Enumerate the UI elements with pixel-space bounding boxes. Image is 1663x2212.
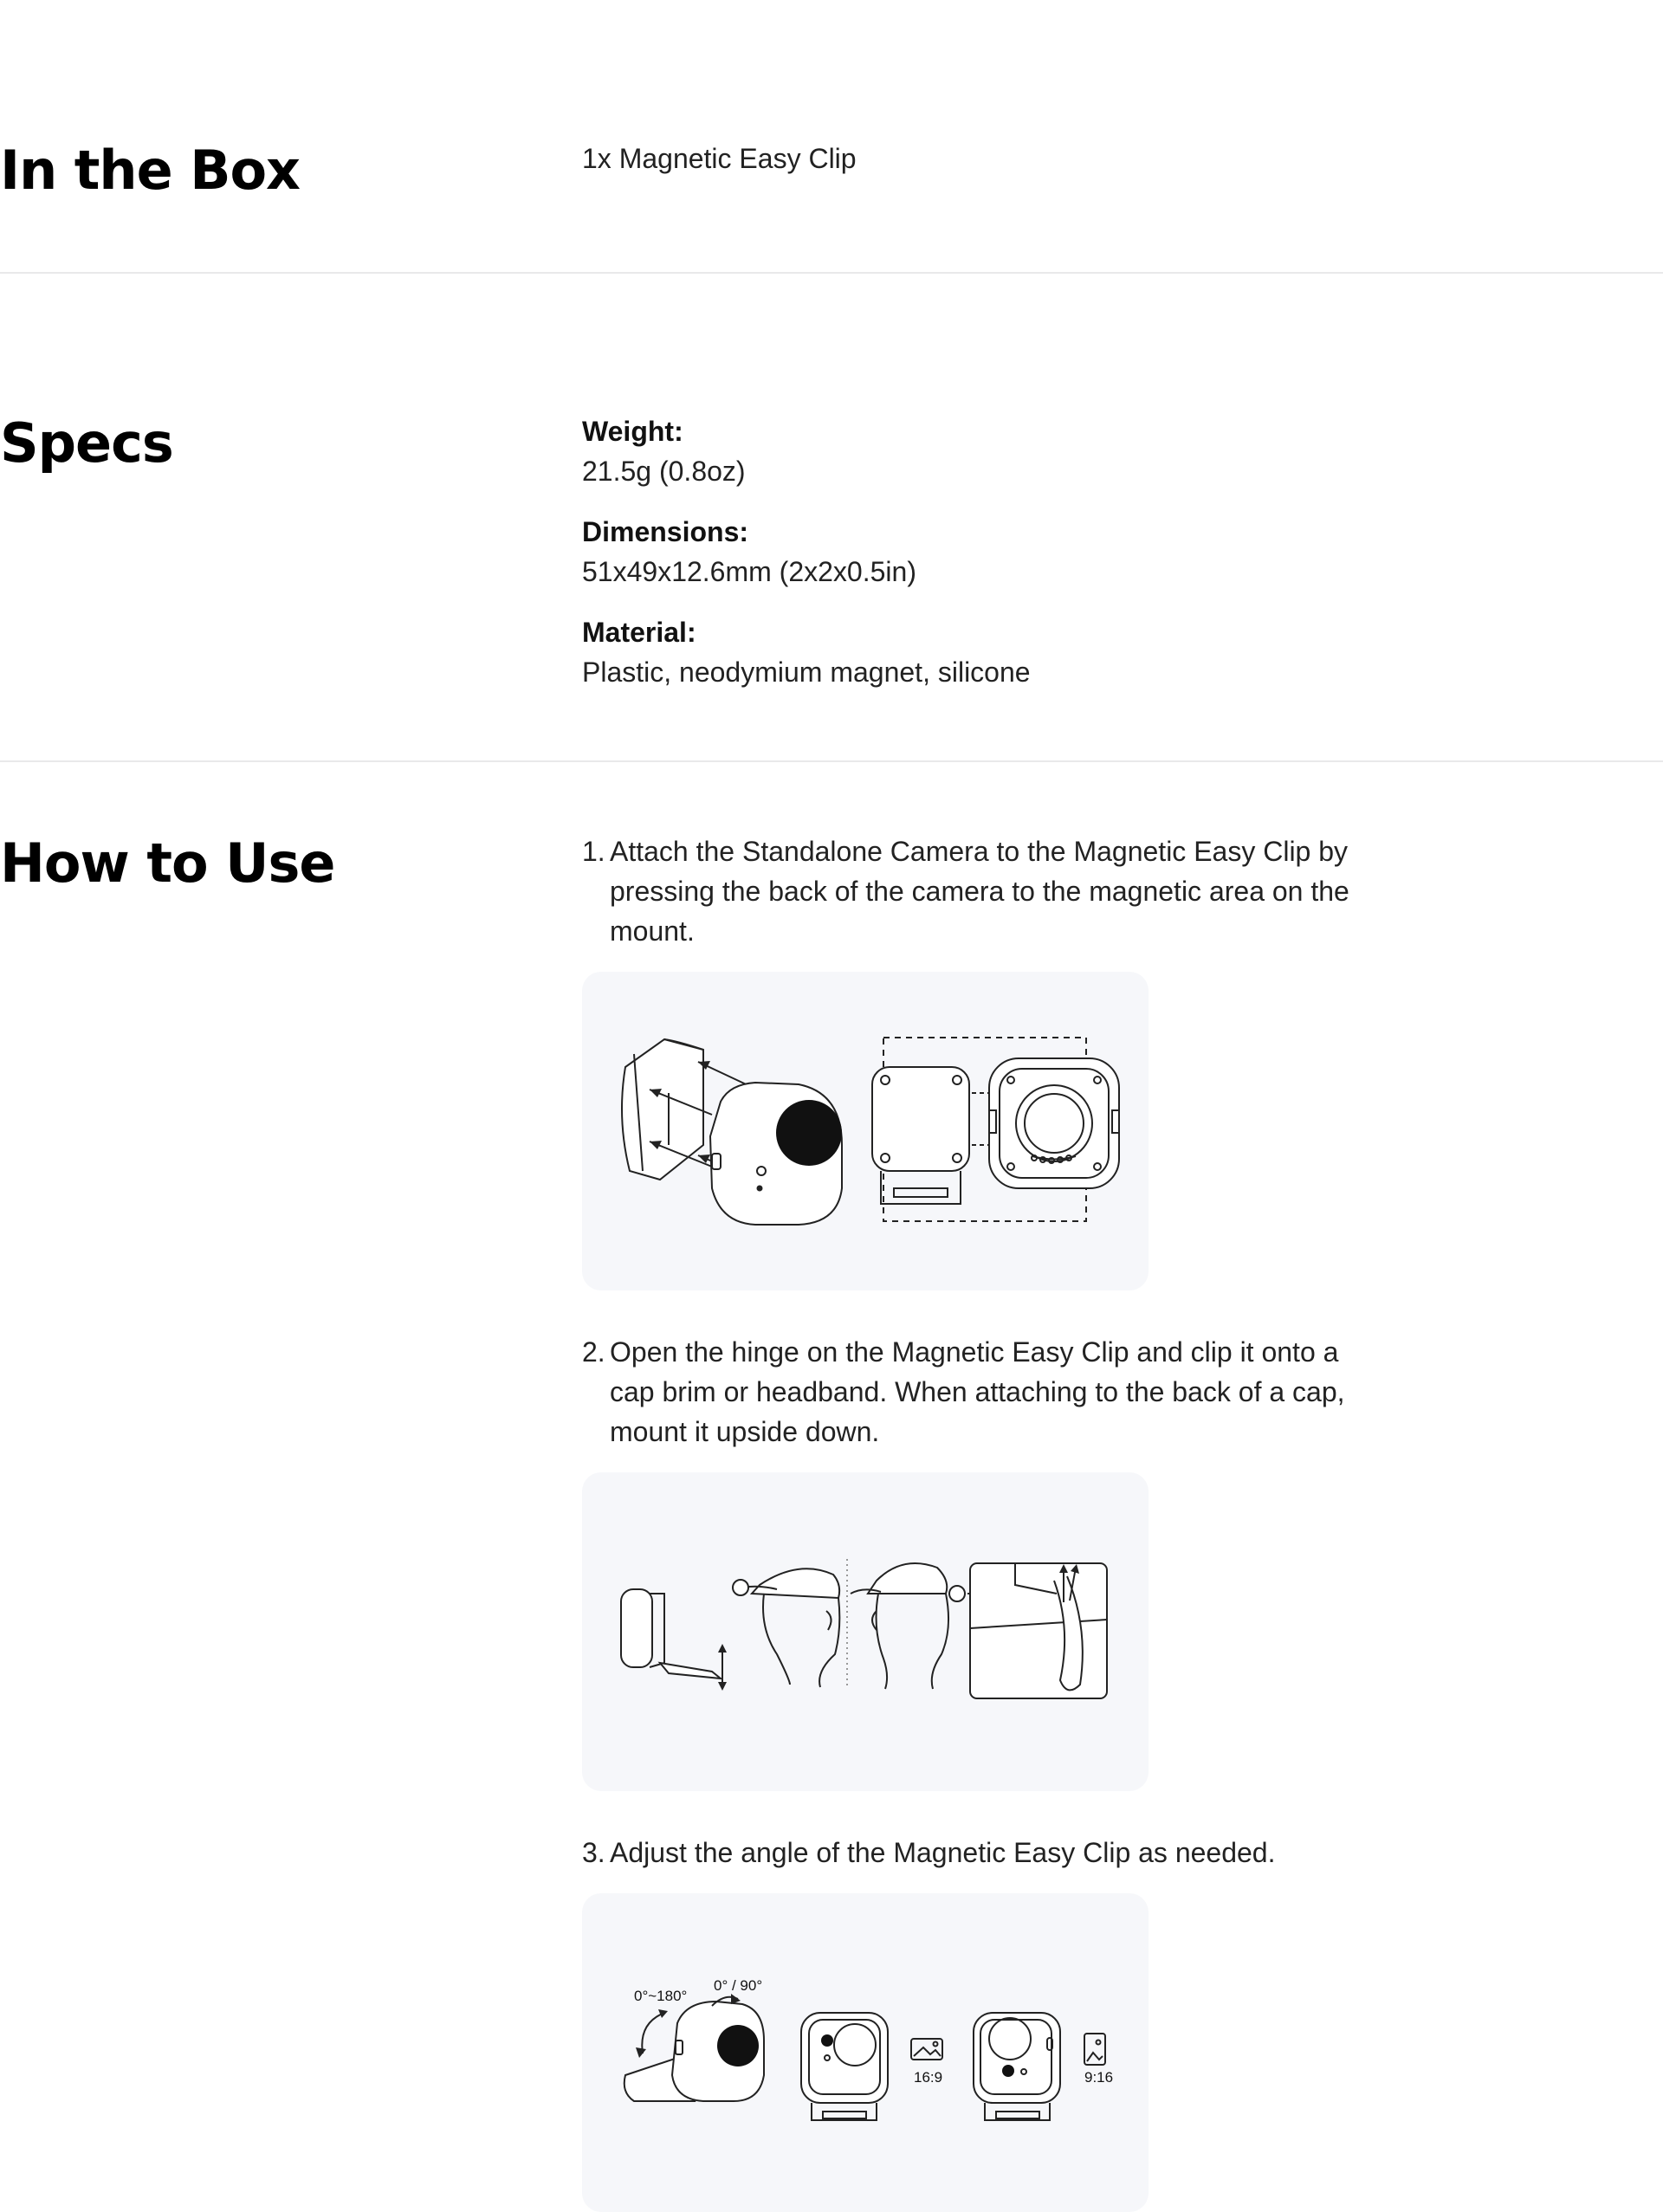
in-the-box-heading: In the Box [0, 139, 301, 202]
step-text: Attach the Standalone Camera to the Magnetic Easy Clip by pressing the back of the camera to the magnetic area on the mount. [610, 836, 1349, 947]
step-number: 3. [582, 1837, 605, 1868]
step-1 [582, 831, 1362, 951]
rotate-range-label: 0°~180° [634, 1988, 688, 2004]
specs-list [582, 411, 1031, 713]
section-divider [0, 272, 1663, 274]
illustration-adjust-angle [582, 1893, 1149, 2212]
landscape-ratio-label: 16:9 [914, 2069, 943, 2086]
step-2 [582, 1332, 1362, 1452]
specs-heading: Specs [0, 411, 173, 475]
illustration-attach-camera [582, 972, 1149, 1290]
illustration-clip-to-cap [582, 1472, 1149, 1791]
step-text: Open the hinge on the Magnetic Easy Clip and clip it onto a cap brim or headband. When attaching to the back of a cap, mount it upside down. [610, 1336, 1345, 1447]
spec-label: Dimensions: [582, 516, 749, 547]
step-number: 1. [582, 836, 605, 867]
section-divider [0, 760, 1663, 762]
how-to-use-heading: How to Use [0, 831, 335, 895]
step-number: 2. [582, 1336, 605, 1368]
in-the-box-item: 1x Magnetic Easy Clip [582, 143, 857, 174]
flip-range-label: 0° / 90° [714, 1977, 763, 1994]
portrait-ratio-label: 9:16 [1084, 2069, 1114, 2086]
step-text: Adjust the angle of the Magnetic Easy Clip as needed. [610, 1837, 1276, 1868]
spec-value: 51x49x12.6mm (2x2x0.5in) [582, 556, 916, 587]
spec-label: Weight: [582, 416, 683, 447]
spec-dimensions [582, 512, 1031, 592]
spec-label: Material: [582, 617, 696, 648]
step-3 [582, 1833, 1362, 1872]
spec-weight [582, 411, 1031, 491]
spec-value: 21.5g (0.8oz) [582, 456, 746, 487]
spec-value: Plastic, neodymium magnet, silicone [582, 656, 1031, 688]
spec-material [582, 612, 1031, 692]
